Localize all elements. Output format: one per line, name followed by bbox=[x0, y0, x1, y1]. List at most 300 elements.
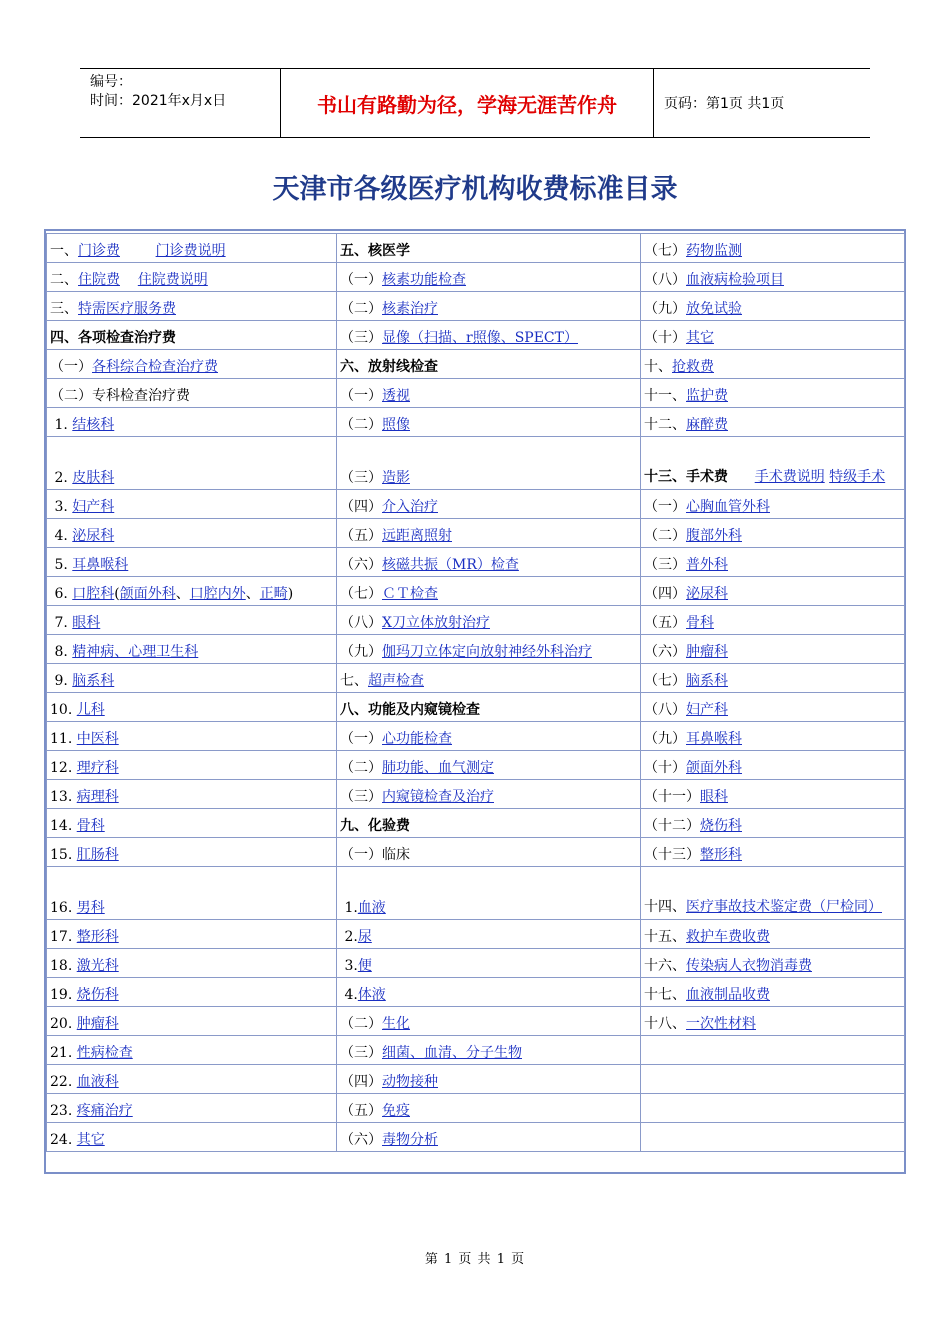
catalog-link[interactable]: 颌面外科 bbox=[686, 760, 742, 776]
cell-text: 十二、 bbox=[644, 417, 686, 433]
cell-text: （十三） bbox=[644, 847, 700, 863]
table-cell bbox=[337, 722, 641, 751]
page-header bbox=[80, 68, 870, 138]
cell-text: （四） bbox=[340, 499, 382, 515]
cell-text: （六） bbox=[340, 1132, 382, 1148]
catalog-link[interactable]: 造影 bbox=[382, 470, 410, 486]
catalog-link[interactable]: 救护车费收费 bbox=[686, 929, 770, 945]
catalog-link[interactable]: ＣＴ检查 bbox=[382, 586, 438, 602]
table-cell bbox=[47, 809, 337, 838]
table-row bbox=[47, 490, 905, 519]
catalog-link[interactable]: 药物监测 bbox=[686, 243, 742, 259]
catalog-link[interactable]: 儿科 bbox=[76, 702, 105, 718]
table-row bbox=[47, 548, 905, 577]
table-row bbox=[47, 263, 905, 292]
table-row bbox=[47, 577, 905, 606]
cell-text: （十二） bbox=[644, 818, 700, 834]
catalog-link[interactable]: 泌尿科 bbox=[72, 528, 115, 544]
cell-text: 七、 bbox=[340, 673, 368, 689]
catalog-link[interactable]: 肿瘤科 bbox=[686, 644, 728, 660]
cell-text: 4. bbox=[50, 528, 73, 544]
catalog-link[interactable]: 毒物分析 bbox=[382, 1132, 438, 1148]
cell-text: （二）专科检查治疗费 bbox=[50, 388, 190, 404]
catalog-link[interactable]: 眼科 bbox=[700, 789, 728, 805]
table-cell bbox=[337, 751, 641, 780]
cell-text: 4. bbox=[340, 987, 358, 1003]
catalog-link[interactable]: 性病检查 bbox=[76, 1045, 133, 1061]
cell-text: 17. bbox=[50, 929, 77, 945]
catalog-link[interactable]: 尿 bbox=[357, 929, 372, 945]
cell-text: （七） bbox=[644, 243, 686, 259]
catalog-link[interactable]: 颌面外科 bbox=[119, 586, 176, 602]
cell-text: （六） bbox=[644, 644, 686, 660]
cell-text: 7. bbox=[50, 615, 73, 631]
table-cell bbox=[47, 664, 337, 693]
cell-text: 2. bbox=[340, 929, 358, 945]
table-row bbox=[47, 234, 905, 263]
table-cell bbox=[47, 292, 337, 321]
cell-text: 2. bbox=[50, 470, 73, 486]
section-heading: 十三、手术费 bbox=[644, 469, 728, 485]
table-row bbox=[47, 1036, 905, 1065]
cell-text: 二、 bbox=[50, 272, 78, 288]
table-row bbox=[47, 867, 905, 920]
table-cell bbox=[641, 234, 905, 263]
table-cell bbox=[641, 867, 905, 920]
table-cell bbox=[47, 490, 337, 519]
catalog-link[interactable]: 超声检查 bbox=[368, 673, 424, 689]
time-label: 时间：2021年x月x日 bbox=[90, 93, 227, 109]
cell-text: 3. bbox=[50, 499, 73, 515]
table-cell bbox=[47, 635, 337, 664]
catalog-link[interactable]: 细菌、血清、分子生物 bbox=[382, 1045, 522, 1061]
catalog-link[interactable]: 骨科 bbox=[686, 615, 714, 631]
catalog-link[interactable]: X刀立体放射治疗 bbox=[382, 615, 490, 631]
table-cell bbox=[641, 606, 905, 635]
catalog-link[interactable]: 医疗事故技术鉴定费（尸检同） bbox=[686, 899, 882, 915]
cell-text: （一）临床 bbox=[340, 847, 410, 863]
catalog-link[interactable]: 介入治疗 bbox=[382, 499, 438, 515]
table-cell bbox=[337, 548, 641, 577]
catalog-link[interactable]: 精神病、心理卫生科 bbox=[72, 644, 199, 660]
cell-text: （一） bbox=[340, 388, 382, 404]
table-row bbox=[47, 292, 905, 321]
catalog-link[interactable]: 血液科 bbox=[76, 1074, 119, 1090]
table-cell bbox=[47, 379, 337, 408]
table-cell bbox=[47, 920, 337, 949]
catalog-link[interactable]: 理疗科 bbox=[76, 760, 119, 776]
table-cell bbox=[641, 838, 905, 867]
table-cell bbox=[47, 1123, 337, 1152]
cell-text: （三） bbox=[340, 330, 382, 346]
catalog-link[interactable]: 妇产科 bbox=[686, 702, 728, 718]
cell-text: 十一、 bbox=[644, 388, 686, 404]
table-cell bbox=[641, 519, 905, 548]
catalog-link[interactable]: 远距离照射 bbox=[382, 528, 452, 544]
cell-text: （二） bbox=[340, 301, 382, 317]
catalog-link[interactable]: 麻醉费 bbox=[686, 417, 728, 433]
catalog-link[interactable]: 血液病检验项目 bbox=[686, 272, 784, 288]
cell-text: ) bbox=[287, 586, 294, 602]
catalog-link[interactable]: 显像（扫描、r照像、SPECT） bbox=[382, 330, 578, 346]
catalog-link[interactable]: 眼科 bbox=[72, 615, 101, 631]
cell-text: 十五、 bbox=[644, 929, 686, 945]
table-cell bbox=[47, 693, 337, 722]
table-row bbox=[47, 920, 905, 949]
cell-text: 、 bbox=[175, 586, 190, 602]
cell-text: （十一） bbox=[644, 789, 700, 805]
catalog-link[interactable]: 照像 bbox=[382, 417, 410, 433]
table-cell bbox=[641, 1036, 905, 1065]
cell-text: 18. bbox=[50, 958, 77, 974]
cell-text: 11. bbox=[50, 731, 77, 747]
cell-text: 3. bbox=[340, 958, 358, 974]
table-cell bbox=[641, 1065, 905, 1094]
cell-text: （十） bbox=[644, 330, 686, 346]
catalog-link[interactable]: 口腔内外 bbox=[189, 586, 246, 602]
catalog-link[interactable]: 特级手术 bbox=[829, 469, 886, 485]
catalog-link[interactable]: 其它 bbox=[686, 330, 714, 346]
table-cell bbox=[47, 722, 337, 751]
table-row bbox=[47, 722, 905, 751]
catalog-link[interactable]: 动物接种 bbox=[382, 1074, 438, 1090]
catalog-link[interactable]: 监护费 bbox=[686, 388, 728, 404]
table-row bbox=[47, 693, 905, 722]
cell-text: 12. bbox=[50, 760, 77, 776]
header-page-info: 页码：第1页 共1页 bbox=[664, 96, 785, 112]
cell-text: 21. bbox=[50, 1045, 77, 1061]
table-cell bbox=[641, 321, 905, 350]
header-meta bbox=[80, 69, 281, 137]
catalog-link[interactable]: 整形科 bbox=[700, 847, 742, 863]
section-heading: 四、各项检查治疗费 bbox=[50, 330, 176, 346]
table-row bbox=[47, 838, 905, 867]
catalog-link[interactable]: 一次性材料 bbox=[686, 1016, 756, 1032]
cell-text: （三） bbox=[340, 470, 382, 486]
cell-text: （二） bbox=[340, 760, 382, 776]
table-cell bbox=[47, 867, 337, 920]
table-cell bbox=[641, 780, 905, 809]
cell-text: （三） bbox=[340, 789, 382, 805]
catalog-link[interactable]: 整形科 bbox=[76, 929, 119, 945]
catalog-link[interactable]: 放免试验 bbox=[686, 301, 742, 317]
table-cell bbox=[337, 1094, 641, 1123]
cell-text: 8. bbox=[50, 644, 73, 660]
catalog-link[interactable]: 手术费说明 bbox=[754, 469, 825, 485]
table-cell bbox=[641, 292, 905, 321]
table-cell bbox=[337, 408, 641, 437]
cell-text: （五） bbox=[340, 528, 382, 544]
cell-text: （八） bbox=[340, 615, 382, 631]
table-cell bbox=[641, 809, 905, 838]
table-cell bbox=[337, 1123, 641, 1152]
table-cell bbox=[337, 867, 641, 920]
table-row bbox=[47, 606, 905, 635]
table-row bbox=[47, 1094, 905, 1123]
cell-text: 1. bbox=[50, 417, 73, 433]
catalog-link[interactable]: 生化 bbox=[382, 1016, 410, 1032]
cell-text: （三） bbox=[644, 557, 686, 573]
cell-text: （三） bbox=[340, 1045, 382, 1061]
cell-text: 三、 bbox=[50, 301, 78, 317]
catalog-link[interactable]: 体液 bbox=[357, 987, 386, 1003]
cell-text: ( bbox=[114, 586, 120, 602]
table-row bbox=[47, 379, 905, 408]
catalog-link[interactable]: 其它 bbox=[76, 1132, 105, 1148]
catalog-link[interactable]: 正畸 bbox=[259, 586, 288, 602]
catalog-link[interactable]: 门诊费 bbox=[78, 243, 120, 259]
table-cell bbox=[641, 722, 905, 751]
catalog-link[interactable]: 腹部外科 bbox=[686, 528, 742, 544]
section-heading: 八、功能及内窥镜检查 bbox=[340, 702, 480, 718]
table-row bbox=[47, 350, 905, 379]
table-cell bbox=[337, 949, 641, 978]
table-cell bbox=[337, 780, 641, 809]
table-row bbox=[47, 1007, 905, 1036]
table-cell bbox=[641, 408, 905, 437]
table-row bbox=[47, 321, 905, 350]
table-cell bbox=[47, 949, 337, 978]
table-cell bbox=[337, 693, 641, 722]
table-cell bbox=[47, 1007, 337, 1036]
table-cell bbox=[641, 263, 905, 292]
catalog-link[interactable]: 普外科 bbox=[686, 557, 728, 573]
table-cell bbox=[337, 1065, 641, 1094]
table-cell bbox=[337, 606, 641, 635]
table-cell bbox=[337, 838, 641, 867]
table-row bbox=[47, 780, 905, 809]
catalog-link[interactable]: 脑系科 bbox=[72, 673, 115, 689]
catalog-link[interactable]: 核素功能检查 bbox=[382, 272, 466, 288]
cell-text: （九） bbox=[340, 644, 382, 660]
catalog-link[interactable]: 烧伤科 bbox=[76, 987, 119, 1003]
table-cell bbox=[47, 1065, 337, 1094]
cell-text: 9. bbox=[50, 673, 73, 689]
catalog-link[interactable]: 血液制品收费 bbox=[686, 987, 770, 1003]
table-cell bbox=[47, 606, 337, 635]
table-cell bbox=[337, 292, 641, 321]
catalog-link[interactable]: 抢救费 bbox=[672, 359, 714, 375]
catalog-link[interactable]: 伽玛刀立体定向放射神经外科治疗 bbox=[382, 644, 592, 660]
table-cell bbox=[47, 1036, 337, 1065]
catalog-link[interactable]: 便 bbox=[357, 958, 372, 974]
catalog-link[interactable]: 耳鼻喉科 bbox=[686, 731, 742, 747]
cell-text: 十、 bbox=[644, 359, 672, 375]
cell-text: 22. bbox=[50, 1074, 77, 1090]
table-cell bbox=[337, 490, 641, 519]
table-cell bbox=[337, 809, 641, 838]
cell-text: （七） bbox=[644, 673, 686, 689]
table-row bbox=[47, 437, 905, 490]
catalog-link[interactable]: 传染病人衣物消毒费 bbox=[686, 958, 812, 974]
catalog-link[interactable]: 激光科 bbox=[76, 958, 119, 974]
catalog-link[interactable]: 脑系科 bbox=[686, 673, 728, 689]
catalog-link[interactable]: 核素治疗 bbox=[382, 301, 438, 317]
table-cell bbox=[641, 751, 905, 780]
table-cell bbox=[641, 548, 905, 577]
table-cell bbox=[47, 548, 337, 577]
cell-text: （六） bbox=[340, 557, 382, 573]
table-cell bbox=[47, 321, 337, 350]
table-cell bbox=[337, 379, 641, 408]
table-cell bbox=[641, 693, 905, 722]
catalog-link[interactable]: 肛肠科 bbox=[76, 847, 119, 863]
catalog-link[interactable]: 肿瘤科 bbox=[76, 1016, 119, 1032]
table-cell bbox=[641, 949, 905, 978]
table-cell bbox=[641, 978, 905, 1007]
catalog-link[interactable]: 妇产科 bbox=[72, 499, 115, 515]
section-heading: 五、核医学 bbox=[340, 243, 410, 259]
section-heading: 九、化验费 bbox=[340, 818, 410, 834]
table-cell bbox=[47, 437, 337, 490]
table-cell bbox=[641, 635, 905, 664]
table-cell bbox=[47, 519, 337, 548]
catalog-link[interactable]: 疼痛治疗 bbox=[76, 1103, 133, 1119]
catalog-link[interactable]: 皮肤科 bbox=[72, 470, 115, 486]
catalog-link[interactable]: 免疫 bbox=[382, 1103, 410, 1119]
table-row bbox=[47, 809, 905, 838]
table-cell bbox=[337, 519, 641, 548]
cell-text: 14. bbox=[50, 818, 77, 834]
cell-text: （十） bbox=[644, 760, 686, 776]
table-row bbox=[47, 949, 905, 978]
catalog-link[interactable]: 住院费 bbox=[78, 272, 120, 288]
table-row bbox=[47, 408, 905, 437]
table-row bbox=[47, 519, 905, 548]
cell-text: （九） bbox=[644, 301, 686, 317]
cell-text: （一） bbox=[340, 731, 382, 747]
table-cell bbox=[47, 263, 337, 292]
catalog-link[interactable]: 病理科 bbox=[76, 789, 119, 805]
cell-text: 、 bbox=[245, 586, 260, 602]
table-row bbox=[47, 1123, 905, 1152]
cell-text: 1. bbox=[340, 900, 358, 916]
cell-text: 十七、 bbox=[644, 987, 686, 1003]
catalog-link[interactable]: 泌尿科 bbox=[686, 586, 728, 602]
table-cell bbox=[47, 350, 337, 379]
cell-text bbox=[728, 469, 755, 485]
cell-text bbox=[120, 243, 156, 259]
serial-label: 编号： bbox=[90, 74, 132, 90]
table-cell bbox=[641, 664, 905, 693]
table-row bbox=[47, 978, 905, 1007]
table-cell bbox=[47, 838, 337, 867]
catalog-link[interactable]: 各科综合检查治疗费 bbox=[92, 359, 218, 375]
table-cell bbox=[641, 379, 905, 408]
table-cell bbox=[47, 751, 337, 780]
fee-catalog-body bbox=[47, 234, 905, 1152]
section-heading: 六、放射线检查 bbox=[340, 359, 438, 375]
page-footer: 第 1 页 共 1 页 bbox=[424, 1252, 526, 1267]
cell-text: 5. bbox=[50, 557, 73, 573]
cell-text: （四） bbox=[340, 1074, 382, 1090]
catalog-link[interactable]: 中医科 bbox=[76, 731, 119, 747]
table-cell bbox=[337, 437, 641, 490]
cell-text: （九） bbox=[644, 731, 686, 747]
cell-text: （七） bbox=[340, 586, 382, 602]
table-cell bbox=[641, 490, 905, 519]
catalog-link[interactable]: 口腔科 bbox=[72, 586, 115, 602]
table-cell bbox=[337, 577, 641, 606]
catalog-link[interactable]: 烧伤科 bbox=[700, 818, 742, 834]
cell-text: （一） bbox=[340, 272, 382, 288]
table-cell bbox=[641, 437, 905, 490]
cell-text: （二） bbox=[644, 528, 686, 544]
catalog-link[interactable]: 肺功能、血气测定 bbox=[382, 760, 494, 776]
table-cell bbox=[47, 234, 337, 263]
cell-text: 15. bbox=[50, 847, 77, 863]
cell-text: （一） bbox=[50, 359, 92, 375]
fee-catalog-grid bbox=[44, 229, 906, 1174]
cell-text: （八） bbox=[644, 702, 686, 718]
cell-text: （四） bbox=[644, 586, 686, 602]
table-cell bbox=[47, 1094, 337, 1123]
cell-text: 13. bbox=[50, 789, 77, 805]
table-cell bbox=[47, 780, 337, 809]
table-cell bbox=[641, 350, 905, 379]
catalog-link[interactable]: 门诊费说明 bbox=[155, 243, 226, 259]
cell-text: 一、 bbox=[50, 243, 78, 259]
cell-text: 十四、 bbox=[644, 899, 686, 915]
table-cell bbox=[47, 577, 337, 606]
catalog-link[interactable]: 心功能检查 bbox=[382, 731, 452, 747]
cell-text bbox=[120, 272, 138, 288]
table-cell bbox=[337, 1036, 641, 1065]
table-cell bbox=[337, 234, 641, 263]
cell-text: 十六、 bbox=[644, 958, 686, 974]
table-row bbox=[47, 1065, 905, 1094]
catalog-link[interactable]: 耳鼻喉科 bbox=[72, 557, 129, 573]
table-cell bbox=[641, 577, 905, 606]
catalog-link[interactable]: 骨科 bbox=[76, 818, 105, 834]
cell-text: （五） bbox=[644, 615, 686, 631]
table-row bbox=[47, 635, 905, 664]
cell-text: （一） bbox=[644, 499, 686, 515]
document-title: 天津市各级医疗机构收费标准目录 bbox=[272, 174, 678, 205]
cell-text: 20. bbox=[50, 1016, 77, 1032]
catalog-link[interactable]: 核磁共振（MR）检查 bbox=[382, 557, 519, 573]
cell-text: 19. bbox=[50, 987, 77, 1003]
table-cell bbox=[337, 664, 641, 693]
catalog-link[interactable]: 心胸血管外科 bbox=[686, 499, 770, 515]
table-cell bbox=[641, 1094, 905, 1123]
catalog-link[interactable]: 男科 bbox=[76, 900, 105, 916]
table-cell bbox=[337, 321, 641, 350]
cell-text: （八） bbox=[644, 272, 686, 288]
cell-text: 23. bbox=[50, 1103, 77, 1119]
table-row bbox=[47, 664, 905, 693]
cell-text: 16. bbox=[50, 900, 77, 916]
table-cell bbox=[47, 978, 337, 1007]
cell-text: （二） bbox=[340, 417, 382, 433]
table-cell bbox=[641, 1007, 905, 1036]
fee-catalog-table bbox=[46, 233, 905, 1152]
catalog-link[interactable]: 内窥镜检查及治疗 bbox=[382, 789, 494, 805]
header-motto: 书山有路勤为径，学海无涯苦作舟 bbox=[281, 69, 654, 137]
catalog-link[interactable]: 特需医疗服务费 bbox=[78, 301, 176, 317]
catalog-link[interactable]: 血液 bbox=[357, 900, 386, 916]
catalog-link[interactable]: 透视 bbox=[382, 388, 410, 404]
catalog-link[interactable]: 住院费说明 bbox=[137, 272, 208, 288]
table-cell bbox=[337, 1007, 641, 1036]
cell-text: 十八、 bbox=[644, 1016, 686, 1032]
table-cell bbox=[337, 635, 641, 664]
cell-text: 10. bbox=[50, 702, 77, 718]
table-cell bbox=[337, 263, 641, 292]
catalog-link[interactable]: 结核科 bbox=[72, 417, 115, 433]
table-cell bbox=[337, 978, 641, 1007]
table-cell bbox=[337, 350, 641, 379]
